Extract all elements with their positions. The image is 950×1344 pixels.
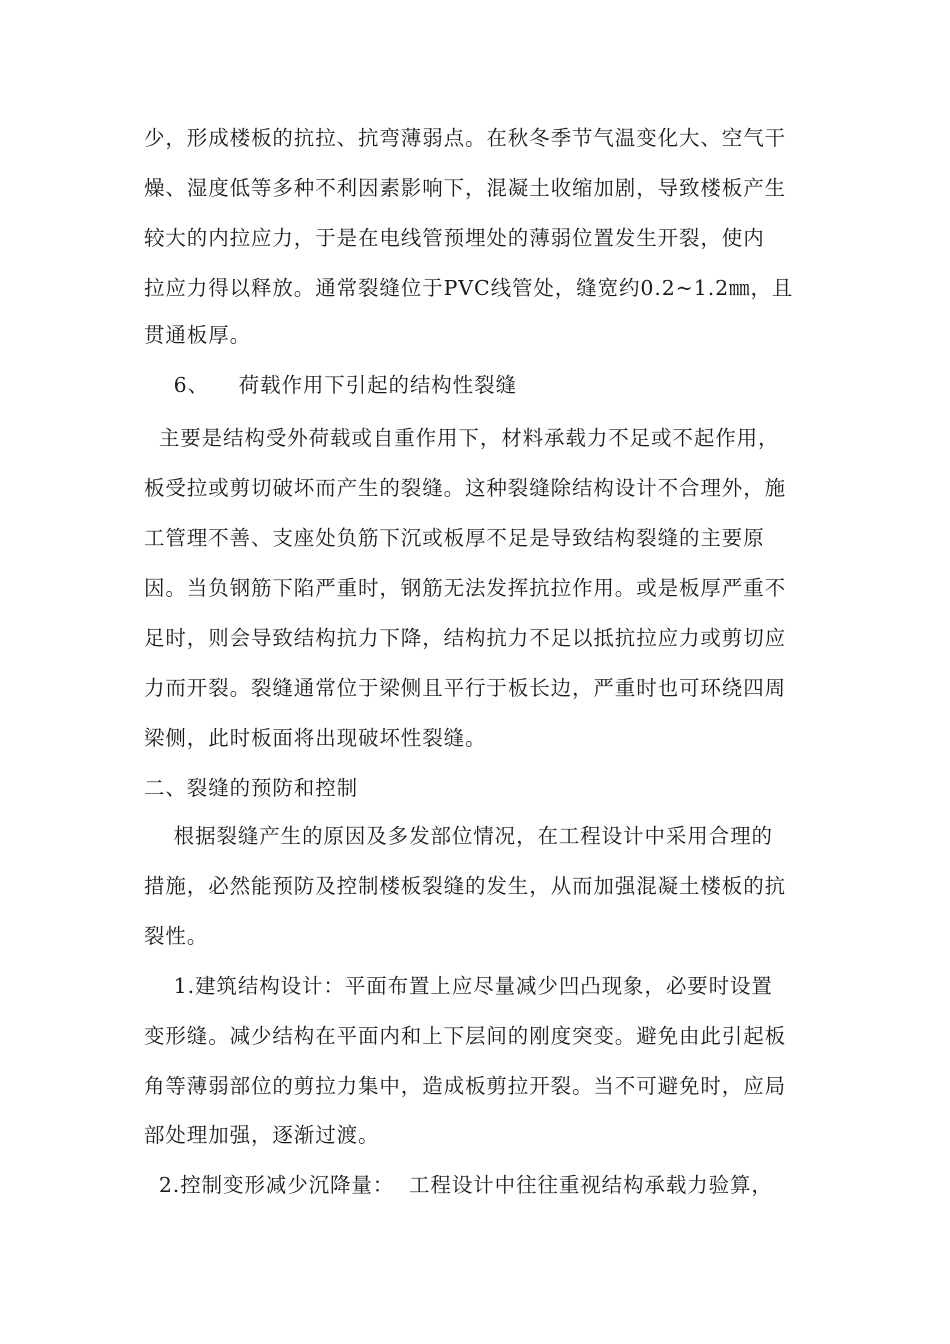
- text-line: 变形缝。减少结构在平面内和上下层间的刚度突变。避免由此引起板: [144, 1024, 786, 1048]
- section-heading: 二、裂缝的预防和控制: [144, 776, 358, 800]
- text-line: 较大的内拉应力，于是在电线管预埋处的薄弱位置发生开裂，使内: [144, 226, 765, 250]
- text-line: 燥、湿度低等多种不利因素影响下，混凝土收缩加剧，导致楼板产生: [144, 176, 786, 200]
- text-line: 贯通板厚。: [144, 323, 251, 347]
- text-line: 足时，则会导致结构抗力下降，结构抗力不足以抵抗拉应力或剪切应: [144, 626, 786, 650]
- text-line: 措施，必然能预防及控制楼板裂缝的发生，从而加强混凝土楼板的抗: [144, 874, 786, 898]
- section-heading: 6、 荷载作用下引起的结构性裂缝: [144, 373, 517, 397]
- text-line: 力而开裂。裂缝通常位于梁侧且平行于板长边，严重时也可环绕四周: [144, 676, 786, 700]
- text-line: 板受拉或剪切破坏而产生的裂缝。这种裂缝除结构设计不合理外，施: [144, 476, 786, 500]
- text-line: 角等薄弱部位的剪拉力集中，造成板剪拉开裂。当不可避免时，应局: [144, 1074, 786, 1098]
- text-line: 拉应力得以释放。通常裂缝位于PVC线管处，缝宽约0.2~1.2㎜，且: [144, 276, 794, 300]
- text-line: 主要是结构受外荷载或自重作用下，材料承载力不足或不起作用，: [144, 426, 780, 450]
- text-line: 裂性。: [144, 924, 209, 948]
- text-line: 因。当负钢筋下陷严重时，钢筋无法发挥抗拉作用。或是板厚严重不: [144, 576, 786, 600]
- text-line: 部处理加强，逐渐过渡。: [144, 1123, 380, 1147]
- text-line: 2.控制变形减少沉降量： 工程设计中往往重视结构承载力验算，: [144, 1173, 773, 1197]
- text-line: 工管理不善、支座处负筋下沉或板厚不足是导致结构裂缝的主要原: [144, 526, 765, 550]
- text-line: 根据裂缝产生的原因及多发部位情况，在工程设计中采用合理的: [144, 824, 773, 848]
- text-line: 梁侧，此时板面将出现破坏性裂缝。: [144, 726, 487, 750]
- text-line: 1.建筑结构设计：平面布置上应尽量减少凹凸现象，必要时设置: [144, 974, 773, 998]
- text-line: 少，形成楼板的抗拉、抗弯薄弱点。在秋冬季节气温变化大、空气干: [144, 126, 786, 150]
